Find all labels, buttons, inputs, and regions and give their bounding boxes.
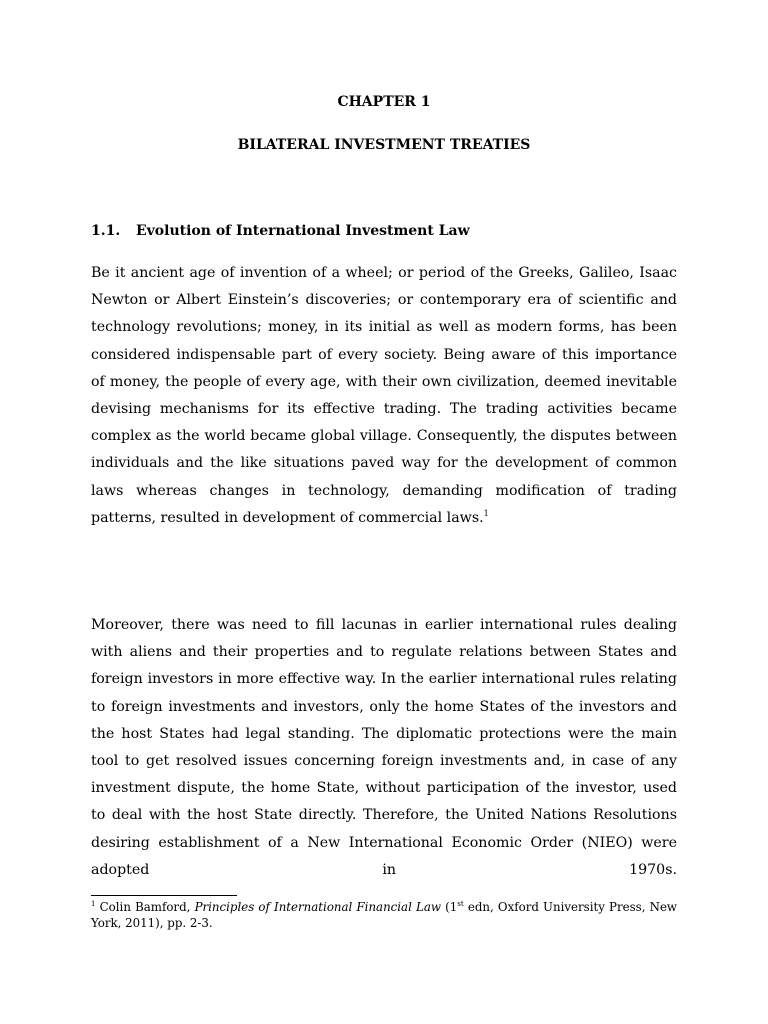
section-number: 1.1. (91, 223, 121, 239)
footnote-author: Colin Bamford, (99, 900, 191, 914)
footnote-marker: 1 (91, 900, 96, 908)
footnote-edition-open: (1 (445, 900, 458, 914)
footnote-reference[interactable]: 1 (483, 508, 489, 518)
body-paragraph (91, 612, 677, 884)
chapter-number: CHAPTER 1 (337, 94, 431, 110)
paragraph-text: Moreover, there was need to fill lacunas in earlier international rules dealing with aliens and their properties and to regulate relations between States and foreign investors in more effective way. In the earlier international rules relating to foreign investments and investors, only the home States of the investors and the host States had legal standing. The diplomatic protections were the main tool to get resolved issues concerning foreign investments and, in case of any investment dispute, the home State, without participation of the investor, used to deal with the host State directly. Therefore, the United Nations Resolutions desiring establishment of a New International Economic Order (NIEO) were adopted in 1970s. (91, 617, 677, 878)
footnote-book-title: Principles of International Financial Law (194, 900, 441, 914)
section-title: Evolution of International Investment Law (136, 223, 470, 239)
body-paragraph (91, 260, 677, 532)
section-heading (91, 222, 470, 240)
footnote-separator (91, 895, 237, 896)
footnote-rest: edn, Oxford University Press, New York, 2011), pp. 2-3. (91, 900, 678, 930)
footnote-edition-sup: st (457, 900, 464, 908)
chapter-title: BILATERAL INVESTMENT TREATIES (237, 137, 531, 153)
footnote (91, 899, 677, 931)
paragraph-text: Be it ancient age of invention of a wheel; or period of the Greeks, Galileo, Isaac Newton or Albert Einstein’s discoveries; or contemporary era of scientific and technology revolutions; money, in its initial as well as modern forms, has been considered indispensable part of every society. Being aware of this importance of money, the people of every age, with their own civilization, deemed inevitable devising mechanisms for its effective trading. The trading activities became complex as the world became global village. Consequently, the disputes between individuals and the like situations paved way for the development of common laws whereas changes in technology, demanding modification of trading patterns, resulted in development of commercial laws. (91, 265, 677, 526)
